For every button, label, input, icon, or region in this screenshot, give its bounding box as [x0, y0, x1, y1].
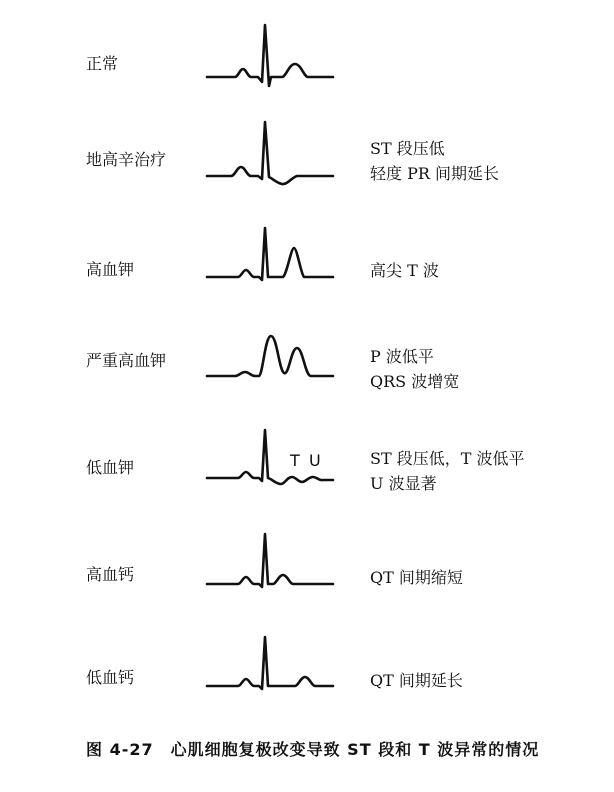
row-notes [370, 136, 499, 186]
ecg-trace-severe-hyperkalemia [205, 310, 335, 400]
note-line: P 波低平 [370, 347, 434, 366]
row-notes [370, 668, 463, 693]
ecg-trace-digoxin [205, 110, 335, 200]
note-line: QT 间期延长 [370, 671, 463, 690]
row-notes [370, 344, 459, 394]
row-label: 严重高血钾 [86, 351, 167, 370]
wave-label-u: U [309, 451, 321, 470]
row-label: 低血钾 [86, 458, 135, 477]
ecg-trace-normal [205, 12, 335, 102]
ecg-trace-hypercalcemia [205, 520, 335, 610]
row-label: 正常 [86, 54, 119, 73]
row-notes [370, 446, 524, 496]
figure-caption: 图 4-27 心肌细胞复极改变导致 ST 段和 T 波异常的情况 [86, 740, 540, 759]
note-line: U 波显著 [370, 474, 437, 493]
row-label: 高血钾 [86, 260, 135, 279]
note-line: 轻度 PR 间期延长 [370, 164, 499, 183]
row-label: 高血钙 [86, 565, 135, 584]
row-label: 低血钙 [86, 668, 135, 687]
note-line: 高尖 T 波 [370, 261, 439, 280]
ecg-trace-hyperkalemia [205, 214, 335, 304]
note-line: QT 间期缩短 [370, 568, 463, 587]
note-line: ST 段压低 [370, 139, 445, 158]
note-line: ST 段压低，T 波低平 [370, 449, 525, 468]
ecg-trace-hypocalcemia [205, 624, 335, 714]
wave-label-t: T [290, 451, 300, 470]
note-line: QRS 波增宽 [370, 372, 460, 391]
row-label: 地高辛治疗 [86, 150, 167, 169]
row-notes [370, 258, 439, 283]
row-notes [370, 565, 463, 590]
